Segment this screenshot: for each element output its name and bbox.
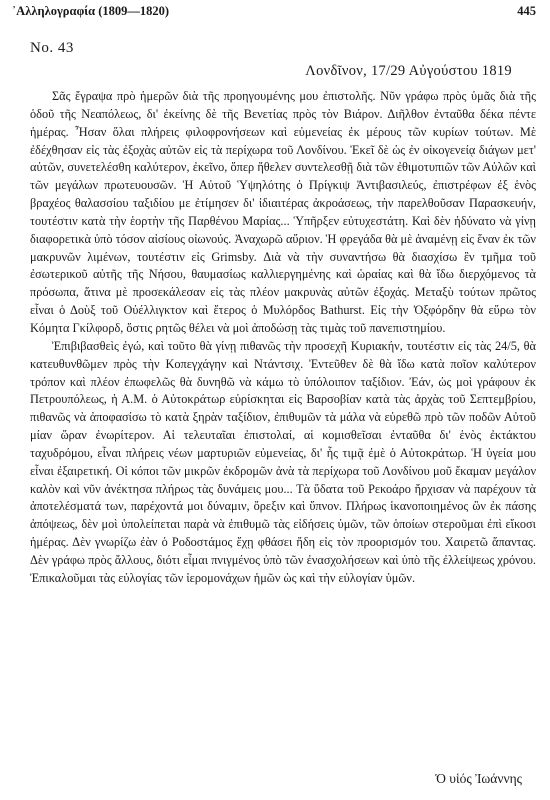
running-title: ᾿Αλληλογραφία (1809—1820) (12, 4, 170, 18)
letter-paragraph-2: Ἐπιβιβασθεὶς ἐγώ, καὶ τοῦτο θὰ γίνῃ πιθανῶς τὴν προσεχῆ Κυριακήν, τουτέστιν εἰς τὰς 24/5, θὰ κατευθυνθῶμεν πρὸς τὴν Κοπεγχάγην καὶ Ντάντσιχ. Ἐντεῦθεν δὲ θὰ ἴδω κατὰ ποῖον καλύτερον τρόπον καὶ πλέον ἐπωφελῶς θὰ δυνηθῶ νὰ κάμω τὸ ὑπόλοιπον ταξίδιον. Ἐάν, ὡς μοὶ γράφουν ἐκ Πετρουπόλεως, ἡ Α.Μ. ὁ Αὐτοκράτωρ εὑρίσκηται εἰς Βαρσοβίαν κατὰ τὰς ἀρχὰς τοῦ Σεπτεμβρίου, πιθανῶς νὰ ἀποφασίσω τὸ κατὰ ξηρὰν ταξίδιον, ἐπιθυμῶν τὰ μάλα νὰ εὑρεθῶ πρὸ τῶν ποδῶν Αὐτοῦ μίαν ὥραν ἐνωρίτερον. Αἱ τελευταῖαι ἐπιστολαί, αἱ κομισθεῖσαι ἐνταῦθα δι' ἑνὸς ἐκτάκτου ταχυδρόμου, εἶναι πλήρεις νέων μαρτυριῶν εὐμενείας, δι' ἧς τιμᾷ ἐμὲ ὁ Αὐτοκράτωρ. Ἡ ὑγεία μου εἶναι ἐξαιρετική. Οἱ κόποι τῶν μικρῶν ἐκδρομῶν ἀνὰ τὰ περίχωρα τοῦ Λονδίνου μοῦ ἔκαμαν μεγάλον καλὸν καὶ νῦν ἀνέκτησα πλήρως τὰς δυνάμεις μου... Τὰ ὕδατα τοῦ Ρεκοάρο ἤρχισαν νὰ παρέχουν τὰ ἀποτελέσματά των, παρέχοντά μοι δύναμιν, ὄρεξιν καὶ ὕπνον. Πλήρως ἱκανοποιημένος ὢν ἐκ πάσης ἀπόψεως, δὲν μοὶ ὑπολείπεται παρὰ νὰ ἐπιθυμῶ τὰς εἰδήσεις ὑμῶν, τῶν ὁποίων στεροῦμαι ἐπὶ εἴκοσι ἡμέρας. Δὲν γνωρίζω ἐὰν ὁ Ροδοστάμος ἔχῃ φθάσει ἤδη εἰς τὸν προορισμόν του. Χαιρετῶ ἅπαντας. Δὲν γράφω πρὸς ἄλλους, διότι εἶμαι πνιγμένος ὑπὸ τῶν ἐνασχολήσεων καὶ ὑπὸ τῆς ἐλλείψεως χρόνου. Ἐπικαλοῦμαι τὰς εὐλογίας τῶν ἱερομονάχων ἡμῶν ὡς καὶ τὴν εὐλογίαν ὑμῶν. (30, 338, 536, 585)
letter-body (30, 88, 536, 588)
letter-paragraph-1: Σᾶς ἔγραψα πρὸ ἡμερῶν διὰ τῆς προηγουμένης μου ἐπιστολῆς. Νῦν γράφω πρὸς ὑμᾶς διὰ τῆς ὁδοῦ τῆς Νεαπόλεως, δι' ἐκείνης δὲ τῆς Βενετίας πρὸς τὸν Βιάρον. Διῆλθον ἐνταῦθα δέκα πέντε ἡμέρας. Ἦσαν ὅλαι πλήρεις φιλοφρονήσεων καὶ εὐμενείας ἐκ μέρους τῶν κυρίων τούτων. Μὲ ἐδέχθησαν εἰς τὰς ἐξοχὰς αὐτῶν εἰς τὰ περίχωρα τοῦ Λονδίνου. Ἐκεῖ δὲ ὡς ἐν οἰκογενείᾳ διάγων μετ' αὐτῶν, συνετελέσθη καλύτερον, ἐκεῖνο, ὅπερ ἤθελεν συντελεσθῇ διὰ τῶν ἐθιμοτυπιῶν τῶν Αὐλῶν καὶ τῶν μεγάλων πρωτευουσῶν. Ἡ Αὐτοῦ Ὑψηλότης ὁ Πρίγκιψ Ἀντιβασιλεύς, ἐπιστρέφων ἐξ ἑνὸς βραχέος θαλασσίου ταξιδίου με ἐτίμησεν δι' ἰδιαιτέρας ἀκροάσεως, τὴν παρελθοῦσαν Παρασκευήν, τουτέστιν κατὰ τὴν ἑορτὴν τῆς Παρθένου Μαρίας... Ὑπῆρξεν εὐτυχεστάτη. Καὶ δὲν ἠδύνατο νὰ γίνῃ διαφορετικὰ ὑπὸ τόσον αἰσίους οἰωνούς. Ἀναχωρῶ αὔριον. Ἡ φρεγάδα θὰ μὲ ἀναμένῃ εἰς ἕναν ἐκ τῶν μακρυνῶν λιμένων, τουτέστιν εἰς Grimsby. Διὰ νὰ τὴν συναντήσω θὰ διασχίσω ἓν τμῆμα τοῦ ἐσωτερικοῦ αὐτῆς τῆς Νήσου, θαυμασίως καλλιεργημένης καὶ ὡραίας καὶ θὰ ἴδω διερχόμενος τὰ πρόσωπα, ἅτινα μὲ προσεκάλεσαν εἰς τὰς πλέον μακρυνὰς αὐτῶν ἐξοχάς. Μεταξὺ τούτων πρῶτος εἶναι ὁ Δοὺξ τοῦ Οὐέλλιγκτον καὶ ἕτερος ὁ Μυλόρδος Bathurst. Εἰς τὴν Ὀξφόρδην θὰ εὕρω τὸν Κόμητα Γκίλφορδ, ὅστις ρητῶς θέλει νὰ μοὶ ἀποδώσῃ τὰς τιμὰς τοῦ πανεπιστημίου. (30, 89, 536, 335)
page-number: 445 (517, 4, 536, 18)
running-header (12, 4, 536, 20)
letter-signature: Ὁ υἱός Ἰωάννης (435, 771, 522, 786)
letter-number: Νο. 43 (30, 40, 74, 56)
letter-dateline: Λονδῖνον, 17/29 Αὐγούστου 1819 (305, 63, 512, 79)
